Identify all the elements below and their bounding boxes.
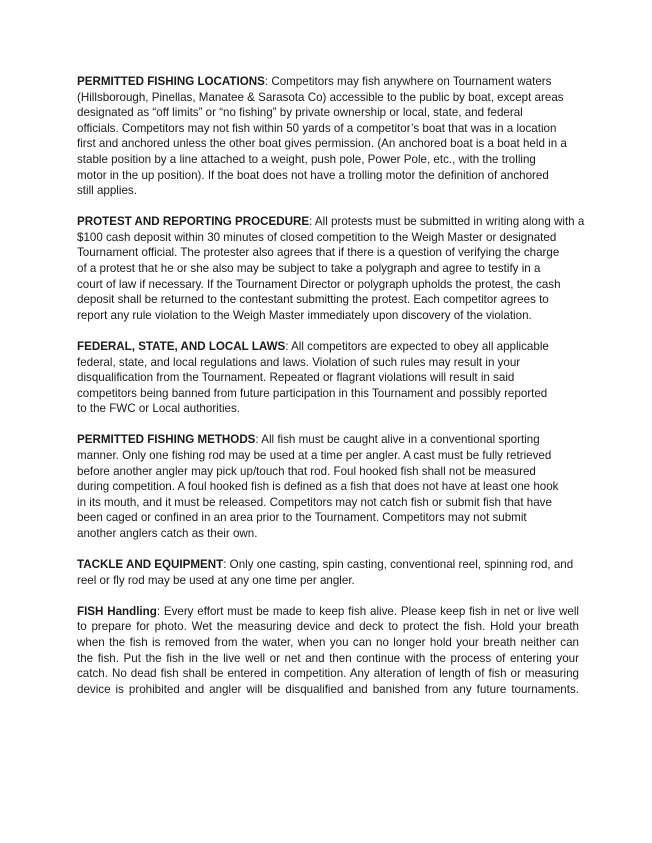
section-line: Tournament official. The protester also agrees that if there is a question of verifying the charge: [77, 246, 560, 260]
section-line: the fish. Put the fish in the live well or net and then continue with the process of entering your: [77, 651, 579, 665]
section-permitted-fishing-locations: [77, 74, 579, 199]
section-line: device is prohibited and angler will be disqualified and banished from any future tournaments.: [77, 682, 579, 696]
section-line: report any rule violation to the Weigh Master immediately upon discovery of the violation.: [77, 308, 532, 322]
section-line: court of law if necessary. If the Tournament Director or polygraph upholds the protest, the cash: [77, 277, 561, 291]
section-line: to prepare for photo. Wet the measuring device and deck to protect the fish. Hold your breath: [77, 620, 579, 634]
section-heading: PERMITTED FISHING LOCATIONS: [77, 75, 265, 88]
section-line: disqualification from the Tournament. Repeated or flagrant violations will result in said: [77, 371, 515, 385]
section-federal-state-local-laws: [77, 339, 579, 417]
section-line: motor in the up position). If the boat does not have a trolling motor the definition of anchored: [77, 168, 549, 182]
rules-document: [77, 74, 585, 713]
section-line: another anglers catch as their own.: [77, 526, 258, 540]
section-line: catch. No dead fish shall be entered in competition. Any alteration of length of fish or measuring: [77, 667, 579, 681]
section-line: to the FWC or Local authorities.: [77, 402, 241, 416]
section-line: competitors being banned from future participation in this Tournament and possibly reported: [77, 386, 548, 400]
section-line: FISH Handling: Every effort must be made to keep fish alive. Please keep fish in net or live well: [77, 604, 579, 618]
section-line: during competition. A foul hooked fish is defined as a fish that does not have at least one hook: [77, 480, 559, 494]
section-heading: FEDERAL, STATE, AND LOCAL LAWS: [77, 339, 286, 353]
section-line: been caged or confined in an area prior to the Tournament. Competitors may not submit: [77, 511, 527, 525]
section-line: still applies.: [77, 184, 137, 198]
section-heading: PROTEST AND REPORTING PROCEDURE: [77, 215, 310, 229]
section-line: when the fish is removed from the water, when you can no longer hold your breath neither can: [77, 635, 579, 649]
section-tackle-and-equipment: [77, 557, 579, 588]
section-line: PERMITTED FISHING METHODS: All fish must be caught alive in a conventional sporting: [77, 433, 540, 447]
section-line: deposit shall be returned to the contestant submitting the protest. Each competitor agrees to: [77, 293, 549, 307]
section-line: officials. Competitors may not fish within 50 yards of a competitor’s boat that was in a location: [77, 121, 557, 135]
section-line: in its mouth, and it must be released. Competitors may not catch fish or submit fish that have: [77, 495, 552, 509]
section-line: federal, state, and local regulations and laws. Violation of such rules may result in your: [77, 355, 521, 369]
section-line: stable position by a line attached to a weight, push pole, Power Pole, etc., with the trolling: [77, 152, 536, 166]
section-line: designated as “off limits” or “no fishing” by private ownership or local, state, and federal: [77, 106, 523, 120]
section-line: FEDERAL, STATE, AND LOCAL LAWS: All competitors are expected to obey all applicable: [77, 339, 549, 353]
section-line: before another angler may pick up/touch that rod. Foul hooked fish shall not be measured: [77, 464, 536, 478]
section-fish-handling: [77, 604, 579, 698]
section-line: first and anchored unless the other boat gives permission. (An anchored boat is a boat held in a: [77, 137, 567, 151]
section-protest-and-reporting-procedure: [77, 214, 585, 323]
section-line: of a protest that he or she also may be subject to take a polygraph and agree to testify in a: [77, 262, 541, 276]
section-heading: PERMITTED FISHING METHODS: [77, 433, 256, 447]
section-permitted-fishing-methods: [77, 432, 579, 541]
section-line: TACKLE AND EQUIPMENT: Only one casting, spin casting, conventional reel, spinning rod, and: [77, 558, 574, 572]
section-heading: TACKLE AND EQUIPMENT: [77, 558, 224, 572]
section-line: PROTEST AND REPORTING PROCEDURE: All protests must be submitted in writing along with a: [77, 215, 585, 229]
section-line: PERMITTED FISHING LOCATIONS: Competitors may fish anywhere on Tournament waters: [77, 75, 552, 88]
section-line: manner. Only one fishing rod may be used at a time per angler. A cast must be fully retrieved: [77, 448, 552, 462]
section-heading: FISH Handling: [77, 604, 157, 618]
section-line: reel or fly rod may be used at any one time per angler.: [77, 573, 355, 587]
section-line: (Hillsborough, Pinellas, Manatee & Sarasota Co) accessible to the public by boat, except areas: [77, 90, 564, 104]
section-line: $100 cash deposit within 30 minutes of closed competition to the Weigh Master or designated: [77, 230, 557, 244]
